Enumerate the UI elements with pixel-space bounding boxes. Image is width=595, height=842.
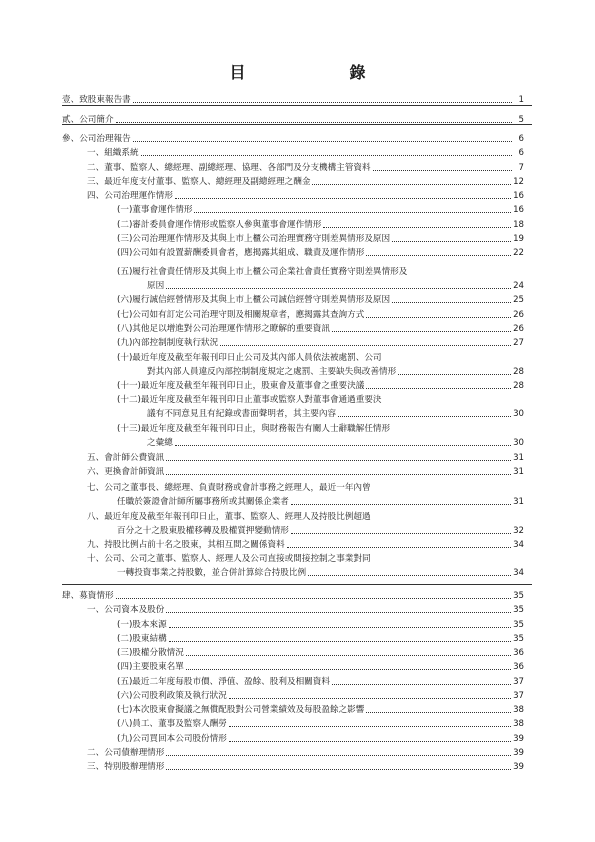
- toc-page-number: 28: [513, 381, 524, 391]
- dot-leader: [287, 547, 511, 548]
- toc-entry: [147, 438, 524, 448]
- toc-page-number: 35: [513, 620, 524, 630]
- toc-page-number: 16: [513, 191, 524, 201]
- toc-entry: [117, 324, 524, 334]
- toc-entry: [62, 95, 524, 105]
- page-title: 目 錄: [229, 63, 390, 82]
- toc-page-number: 27: [513, 338, 524, 348]
- toc-entry-label: 壹、致股東報告書: [62, 95, 131, 105]
- toc-entry-label: 對其內部人員違反內部控制制度規定之處罰、主要缺失與改善情形: [147, 367, 397, 377]
- toc-entry-label: 一轉投資事業之持股數，並合併計算綜合持股比例: [117, 568, 307, 578]
- toc-page-number: 31: [513, 467, 524, 477]
- toc-page-number: 35: [513, 591, 524, 601]
- toc-page-number: 31: [513, 453, 524, 463]
- toc-entry: [117, 338, 524, 348]
- dot-leader: [323, 227, 511, 228]
- dot-leader: [169, 627, 511, 628]
- dot-leader: [133, 102, 512, 103]
- dot-leader: [229, 726, 511, 727]
- toc-entry-label: (二)股東結構: [117, 634, 167, 644]
- dot-leader: [392, 302, 511, 303]
- toc-page-number: 5: [518, 115, 524, 125]
- toc-entry: [87, 762, 524, 772]
- dot-leader: [166, 755, 511, 756]
- toc-page-number: 39: [513, 762, 524, 772]
- toc-entry-label: (四)公司如有設置薪酬委員會者，應揭露其組成、職責及運作情形: [117, 248, 365, 258]
- dot-leader: [332, 684, 511, 685]
- toc-page-number: 26: [513, 310, 524, 320]
- toc-entry: [87, 191, 524, 201]
- toc-entry: [62, 591, 524, 601]
- toc-entry-label: (六)履行誠信經營情形及其與上市上櫃公司誠信經營守則差異情形及原因: [117, 295, 391, 305]
- toc-entry-label: 九、持股比例占前十名之股東，其相互間之關係資料: [87, 540, 285, 550]
- dot-leader: [166, 769, 511, 770]
- dot-leader: [116, 598, 511, 599]
- toc-entry: [87, 540, 524, 550]
- toc-entry-line: (十)最近年度及截至年報刊印日止公司及其內部人員依法被處罰、公司: [117, 353, 382, 363]
- dot-leader: [338, 416, 511, 417]
- toc-entry-label: 原因: [147, 281, 165, 291]
- toc-page-number: 35: [513, 634, 524, 644]
- toc-entry: [117, 310, 524, 320]
- toc-entry-label: (九)內部控制制度執行狀況: [117, 338, 219, 348]
- toc-page-number: 7: [518, 163, 524, 173]
- toc-entry-label: 六、更換會計師資訊: [87, 467, 165, 477]
- toc-entry: [117, 220, 524, 230]
- toc-entry-label: (三)公司治理運作情形及其與上市上櫃公司治理實務守則差異情形及原因: [117, 234, 391, 244]
- toc-entry-label: 任職於簽證會計師所屬事務所或其關係企業者: [117, 497, 289, 507]
- dot-leader: [166, 612, 511, 613]
- toc-page-number: 6: [518, 148, 524, 158]
- toc-page-number: 38: [513, 719, 524, 729]
- dot-leader: [141, 155, 512, 156]
- toc-entry-line: 十、公司、公司之董事、監察人、經理人及公司直接或間接控制之事業對同: [87, 554, 371, 564]
- dot-leader: [366, 317, 511, 318]
- toc-page-number: 18: [513, 220, 524, 230]
- toc-entry: [87, 177, 524, 187]
- dot-leader: [175, 445, 511, 446]
- toc-entry: [147, 281, 524, 291]
- dot-leader: [166, 474, 511, 475]
- dot-leader: [229, 741, 511, 742]
- toc-entry: [87, 467, 524, 477]
- toc-page-number: 32: [513, 526, 524, 536]
- toc-entry-label: 貳、公司簡介: [62, 115, 114, 125]
- toc-entry-label: 四、公司治理運作情形: [87, 191, 173, 201]
- dot-leader: [291, 533, 511, 534]
- toc-page-number: 34: [513, 540, 524, 550]
- toc-entry: [117, 719, 524, 729]
- toc-entry-label: 一、組織系統: [87, 148, 139, 158]
- toc-entry-label: 議有不同意見且有紀錄或書面聲明者，其主要內容: [147, 409, 337, 419]
- toc-entry-label: 參、公司治理報告: [62, 134, 131, 144]
- toc-entry: [87, 148, 524, 158]
- toc-page-number: 37: [513, 677, 524, 687]
- toc-entry: [147, 409, 524, 419]
- toc-page-number: 38: [513, 705, 524, 715]
- dot-leader: [194, 212, 511, 213]
- section-divider: [62, 105, 532, 106]
- toc-page-number: 22: [513, 248, 524, 258]
- toc-page-number: 36: [513, 662, 524, 672]
- toc-entry-label: (六)公司股利政策及執行狀況: [117, 691, 227, 701]
- toc-entry: [117, 620, 524, 630]
- dot-leader: [312, 184, 511, 185]
- toc-entry-line: (十三)最近年度及截至年報刊印日止，與財務報告有關人士辭職解任情形: [117, 424, 391, 434]
- toc-entry: [117, 691, 524, 701]
- toc-page-number: 30: [513, 438, 524, 448]
- toc-entry: [117, 705, 524, 715]
- toc-entry-label: (七)本次股東會擬議之無償配股對公司營業績效及每股盈餘之影響: [117, 705, 365, 715]
- toc-entry-label: (三)股權分散情況: [117, 648, 184, 658]
- toc-entry: [117, 205, 524, 215]
- toc-entry-label: (二)審計委員會運作情形或監察人參與董事會運作情形: [117, 220, 322, 230]
- toc-page-number: 12: [513, 177, 524, 187]
- toc-entry: [117, 568, 524, 578]
- toc-entry: [147, 367, 524, 377]
- toc-page-number: 1: [518, 95, 524, 105]
- toc-entry: [87, 163, 524, 173]
- toc-entry-label: 三、特別股辦理情形: [87, 762, 165, 772]
- toc-entry-label: 二、公司債辦理情形: [87, 748, 165, 758]
- dot-leader: [366, 388, 511, 389]
- dot-leader: [291, 504, 511, 505]
- toc-page-number: 31: [513, 497, 524, 507]
- toc-entry-label: 肆、募資情形: [62, 591, 114, 601]
- toc-entry-label: 五、會計師公費資訊: [87, 453, 165, 463]
- toc-page-number: 6: [518, 134, 524, 144]
- dot-leader: [398, 374, 511, 375]
- toc-page-number: 28: [513, 367, 524, 377]
- toc-entry-label: (五)最近二年度每股市價、淨值、盈餘、股利及相關資料: [117, 677, 330, 687]
- dot-leader: [133, 141, 512, 142]
- toc-page-number: 30: [513, 409, 524, 419]
- toc-entry-label: (一)股本來源: [117, 620, 167, 630]
- dot-leader: [175, 198, 511, 199]
- toc-page-number: 37: [513, 691, 524, 701]
- toc-entry-label: (八)其他足以增進對公司治理運作情形之瞭解的重要資訊: [117, 324, 330, 334]
- dot-leader: [220, 345, 511, 346]
- toc-entry-label: (十一)最近年度及截至年報刊印日止，股東會及董事會之重要決議: [117, 381, 365, 391]
- toc-entry: [117, 497, 524, 507]
- toc-entry: [117, 648, 524, 658]
- toc-entry: [117, 234, 524, 244]
- toc-entry-label: (九)公司買回本公司股份情形: [117, 734, 227, 744]
- toc-entry-label: (一)董事會運作情形: [117, 205, 193, 215]
- dot-leader: [373, 170, 512, 171]
- toc-page-number: 26: [513, 324, 524, 334]
- toc-entry-line: 八、最近年度及截至年報刊印日止，董事、監察人、經理人及持股比例超過: [87, 512, 371, 522]
- toc-entry: [87, 453, 524, 463]
- dot-leader: [366, 255, 511, 256]
- toc-entry: [62, 115, 524, 125]
- dot-leader: [308, 575, 511, 576]
- toc-entry-line: (五)履行社會責任情形及其與上市上櫃公司企業社會責任實務守則差異情形及: [117, 267, 408, 277]
- dot-leader: [186, 655, 511, 656]
- toc-entry: [117, 634, 524, 644]
- toc-entry-line: 七、公司之董事長、總經理、負責財務或會計事務之經理人，最近一年內曾: [87, 483, 371, 493]
- dot-leader: [332, 331, 511, 332]
- toc-entry-label: (七)公司如有訂定公司治理守則及相關規章者，應揭露其查詢方式: [117, 310, 365, 320]
- toc-entry-label: 三、最近年度支付董事、監察人、總經理及副總經理之酬金: [87, 177, 311, 187]
- toc-entry: [117, 295, 524, 305]
- section-divider: [62, 584, 532, 585]
- toc-entry: [117, 677, 524, 687]
- toc-page-number: 19: [513, 234, 524, 244]
- dot-leader: [229, 698, 511, 699]
- toc-entry-line: (十二)最近年度及截至年報刊印日止董事或監察人對董事會通過重要決: [117, 395, 382, 405]
- toc-page-number: 39: [513, 748, 524, 758]
- dot-leader: [166, 460, 511, 461]
- toc-entry: [117, 734, 524, 744]
- toc-entry-label: 二、董事、監察人、總經理、副總經理、協理、各部門及分支機構主管資料: [87, 163, 371, 173]
- dot-leader: [116, 122, 512, 123]
- dot-leader: [169, 641, 511, 642]
- toc-entry: [87, 605, 524, 615]
- dot-leader: [166, 288, 511, 289]
- toc-page-number: 24: [513, 281, 524, 291]
- toc-entry-label: (八)員工、董事及監察人酬勞: [117, 719, 227, 729]
- dot-leader: [186, 669, 511, 670]
- toc-entry-label: (四)主要股東名單: [117, 662, 184, 672]
- toc-page-number: 35: [513, 605, 524, 615]
- toc-page-number: 39: [513, 734, 524, 744]
- toc-entry-label: 一、公司資本及股份: [87, 605, 165, 615]
- toc-entry: [117, 248, 524, 258]
- toc-entry-label: 百分之十之股東股權移轉及股權質押變動情形: [117, 526, 289, 536]
- dot-leader: [366, 712, 511, 713]
- toc-entry: [117, 526, 524, 536]
- toc-entry: [62, 134, 524, 144]
- toc-entry: [87, 748, 524, 758]
- toc-entry: [117, 662, 524, 672]
- toc-entry-label: 之彙總: [147, 438, 173, 448]
- dot-leader: [392, 241, 511, 242]
- toc-page-number: 16: [513, 205, 524, 215]
- toc-page-number: 34: [513, 568, 524, 578]
- toc-page-number: 36: [513, 648, 524, 658]
- toc-entry: [117, 381, 524, 391]
- toc-page-number: 25: [513, 295, 524, 305]
